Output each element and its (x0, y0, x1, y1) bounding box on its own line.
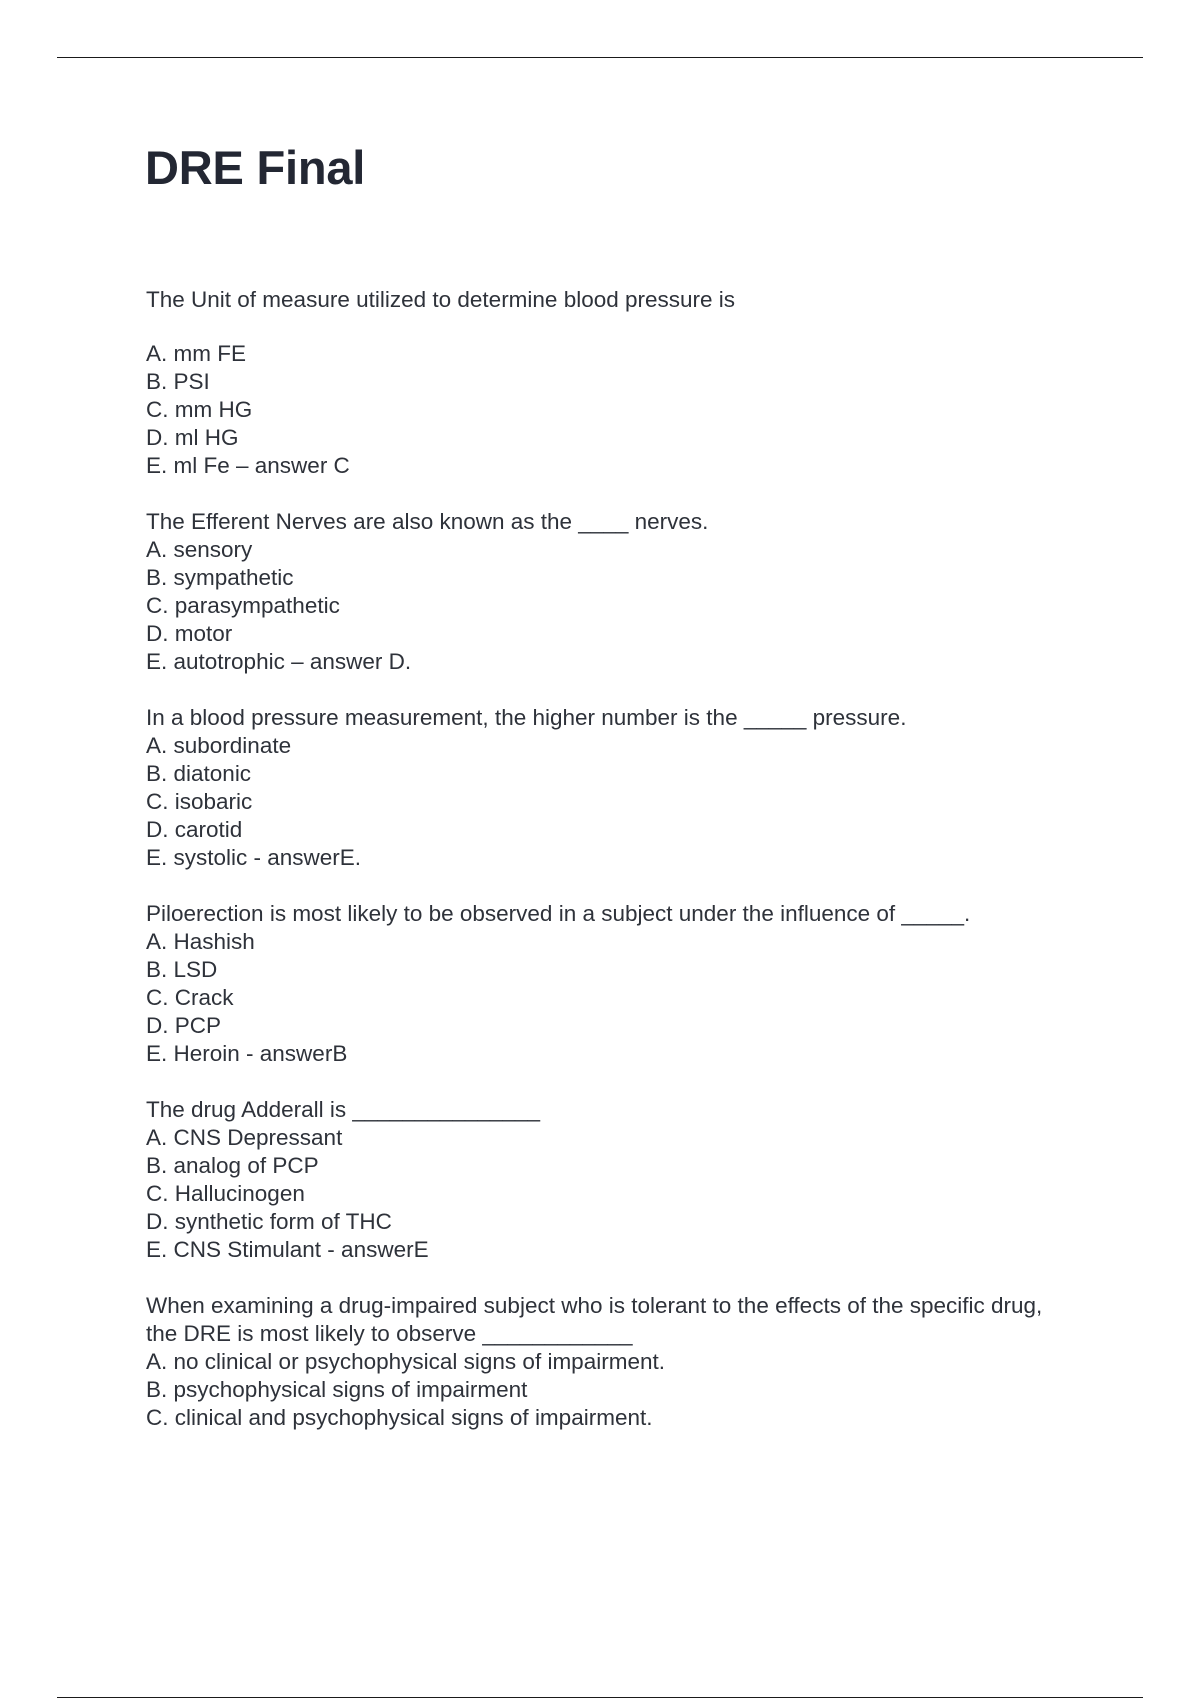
option-c: C. clinical and psychophysical signs of impairment. (146, 1405, 653, 1430)
option-a: A. sensory (146, 537, 253, 562)
question-4 (146, 900, 1066, 1068)
option-a: A. mm FE (146, 341, 246, 366)
question-1 (146, 286, 1066, 480)
option-e-answer: E. CNS Stimulant - answerE (146, 1237, 429, 1262)
top-divider (57, 57, 1143, 58)
question-text: The Unit of measure utilized to determine blood pressure is (146, 287, 736, 312)
option-d: D. synthetic form of THC (146, 1209, 392, 1234)
option-a: A. no clinical or psychophysical signs of impairment. (146, 1349, 665, 1374)
question-3 (146, 704, 1066, 872)
option-d: D. ml HG (146, 425, 239, 450)
option-e-answer: E. autotrophic – answer D. (146, 649, 412, 674)
option-c: C. isobaric (146, 789, 253, 814)
option-c: C. parasympathetic (146, 593, 340, 618)
question-list (146, 286, 1066, 1460)
question-5 (146, 1096, 1066, 1264)
question-text: In a blood pressure measurement, the higher number is the _____ pressure. (146, 705, 907, 730)
option-c: C. mm HG (146, 397, 253, 422)
bottom-divider (57, 1697, 1143, 1698)
option-b: B. analog of PCP (146, 1153, 319, 1178)
question-text: The drug Adderall is _______________ (146, 1097, 541, 1122)
document-title: DRE Final (145, 141, 366, 194)
option-a: A. Hashish (146, 929, 255, 954)
option-d: D. PCP (146, 1013, 222, 1038)
question-text: The Efferent Nerves are also known as the ____ nerves. (146, 509, 709, 534)
question-6 (146, 1292, 1066, 1432)
option-d: D. carotid (146, 817, 243, 842)
option-b: B. PSI (146, 369, 210, 394)
option-a: A. subordinate (146, 733, 292, 758)
option-e-answer: E. systolic - answerE. (146, 845, 362, 870)
option-c: C. Crack (146, 985, 234, 1010)
option-d: D. motor (146, 621, 233, 646)
option-b: B. sympathetic (146, 565, 294, 590)
option-b: B. diatonic (146, 761, 252, 786)
option-b: B. LSD (146, 957, 218, 982)
question-text: Piloerection is most likely to be observed in a subject under the influence of _____. (146, 901, 971, 926)
option-c: C. Hallucinogen (146, 1181, 305, 1206)
option-b: B. psychophysical signs of impairment (146, 1377, 528, 1402)
question-text: When examining a drug-impaired subject who is tolerant to the effects of the specific drug, the DRE is most likely to observe ____________ (146, 1293, 1043, 1346)
option-e-answer: E. ml Fe – answer C (146, 453, 350, 478)
question-2 (146, 508, 1066, 676)
option-e-answer: E. Heroin - answerB (146, 1041, 348, 1066)
option-a: A. CNS Depressant (146, 1125, 343, 1150)
